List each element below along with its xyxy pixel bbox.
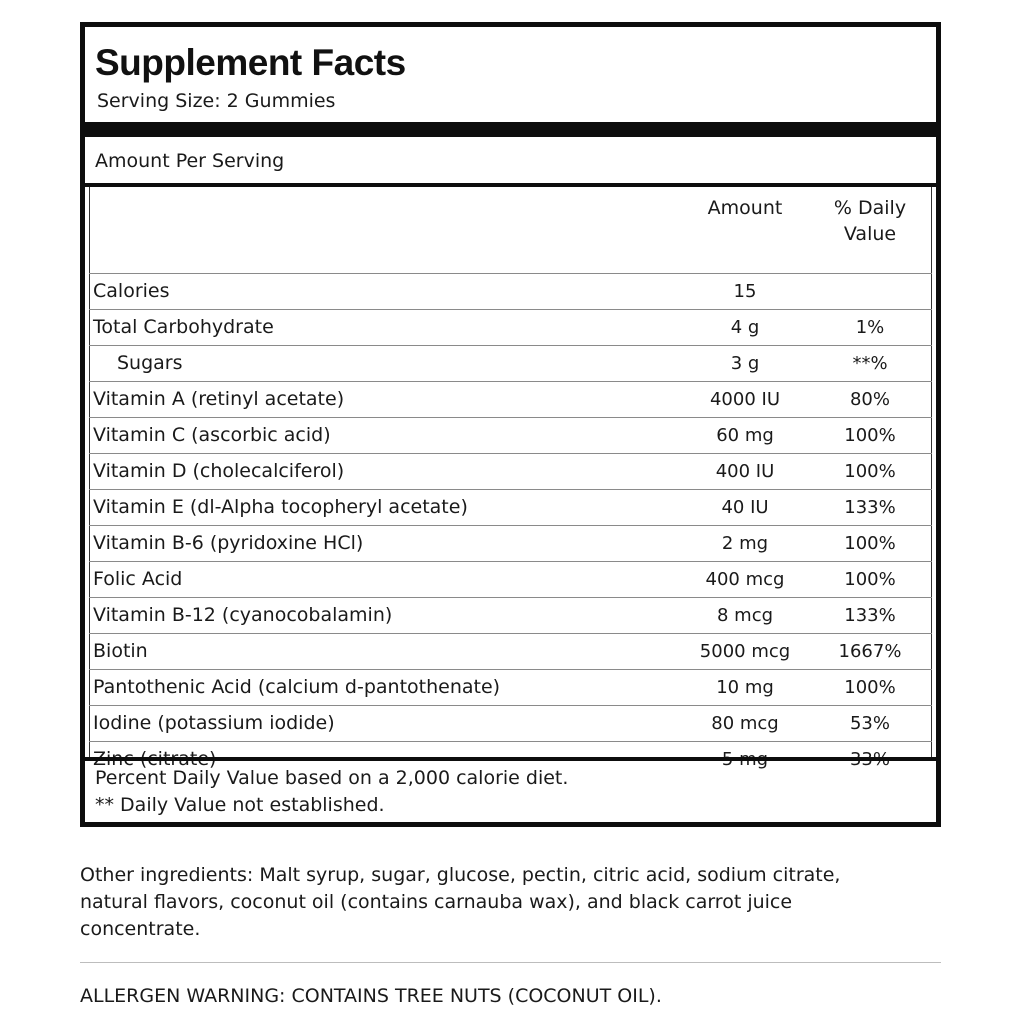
nutrient-daily-value: 100% [844,677,896,698]
nutrient-daily-value: 1% [855,317,885,338]
thick-divider [85,122,936,137]
column-header-daily-value-line1: % Daily [833,197,907,219]
nutrient-name: Vitamin E (dl-Alpha tocopheryl acetate) [93,496,468,518]
nutrient-name: Vitamin C (ascorbic acid) [93,424,331,446]
footnote [95,765,568,819]
table-row [89,597,932,633]
nutrient-amount: 60 mg [716,425,774,446]
nutrient-name: Biotin [93,640,148,662]
other-ingredients-line: concentrate. [80,918,201,940]
nutrient-amount: 80 mcg [711,713,779,734]
table-row [89,345,932,381]
table-row [89,561,932,597]
nutrient-daily-value: 53% [849,713,890,734]
nutrient-name: Calories [93,280,170,302]
nutrient-table [85,187,936,757]
nutrient-daily-value: 1667% [838,641,902,662]
nutrient-amount: 3 g [730,353,760,374]
table-row [89,453,932,489]
table-row [89,309,932,345]
footnote-not-established: ** Daily Value not established. [95,794,385,816]
nutrient-amount: 40 IU [721,497,769,518]
nutrient-amount: 2 mg [721,533,769,554]
nutrient-name: Vitamin B-6 (pyridoxine HCl) [93,532,364,554]
other-ingredients-line: Other ingredients: Malt syrup, sugar, glucose, pectin, citric acid, sodium citrate, [80,864,841,886]
other-ingredients [80,862,940,943]
nutrient-amount: 4 g [730,317,760,338]
nutrient-amount: 5000 mcg [699,641,791,662]
nutrient-name: Folic Acid [93,568,183,590]
nutrient-name: Vitamin B-12 (cyanocobalamin) [93,604,393,626]
column-header-daily-value [810,195,930,247]
nutrient-name: Vitamin A (retinyl acetate) [93,388,345,410]
nutrient-amount: 15 [733,281,757,302]
amount-per-serving-label: Amount Per Serving [95,150,285,172]
nutrient-daily-value: 100% [844,533,896,554]
table-row [89,633,932,669]
nutrient-daily-value: 133% [844,605,896,626]
nutrient-daily-value: 100% [844,569,896,590]
nutrient-amount: 400 mcg [705,569,785,590]
nutrient-daily-value: **% [852,353,888,374]
supplement-facts-panel [80,22,941,827]
nutrient-name: Iodine (potassium iodide) [93,712,335,734]
nutrient-daily-value: 100% [844,425,896,446]
nutrient-name: Total Carbohydrate [93,316,274,338]
table-row [89,525,932,561]
nutrient-amount: 8 mcg [716,605,774,626]
footnote-daily-value-basis: Percent Daily Value based on a 2,000 calorie diet. [95,767,569,789]
nutrient-name: Sugars [117,352,183,374]
nutrient-daily-value: 80% [849,389,890,410]
table-row [89,381,932,417]
table-row [89,705,932,741]
column-header-daily-value-line2: Value [843,223,897,245]
panel-title: Supplement Facts [95,42,406,83]
nutrient-name: Vitamin D (cholecalciferol) [93,460,345,482]
nutrient-amount: 10 mg [716,677,774,698]
nutrient-amount: 4000 IU [709,389,780,410]
table-row [89,489,932,525]
nutrient-amount: 400 IU [715,461,775,482]
other-ingredients-line: natural flavors, coconut oil (contains carnauba wax), and black carrot juice [80,891,793,913]
table-row [89,417,932,453]
serving-size: Serving Size: 2 Gummies [97,90,336,112]
nutrient-name: Pantothenic Acid (calcium d-pantothenate) [93,676,501,698]
nutrient-daily-value: 100% [844,461,896,482]
table-row [89,669,932,705]
table-row [89,273,932,309]
column-header-amount: Amount [707,197,783,219]
allergen-warning: ALLERGEN WARNING: CONTAINS TREE NUTS (COCONUT OIL). [80,985,662,1007]
divider [85,757,936,761]
nutrient-daily-value: 133% [844,497,896,518]
nutrient-daily-value [810,274,930,309]
section-divider [80,962,941,963]
